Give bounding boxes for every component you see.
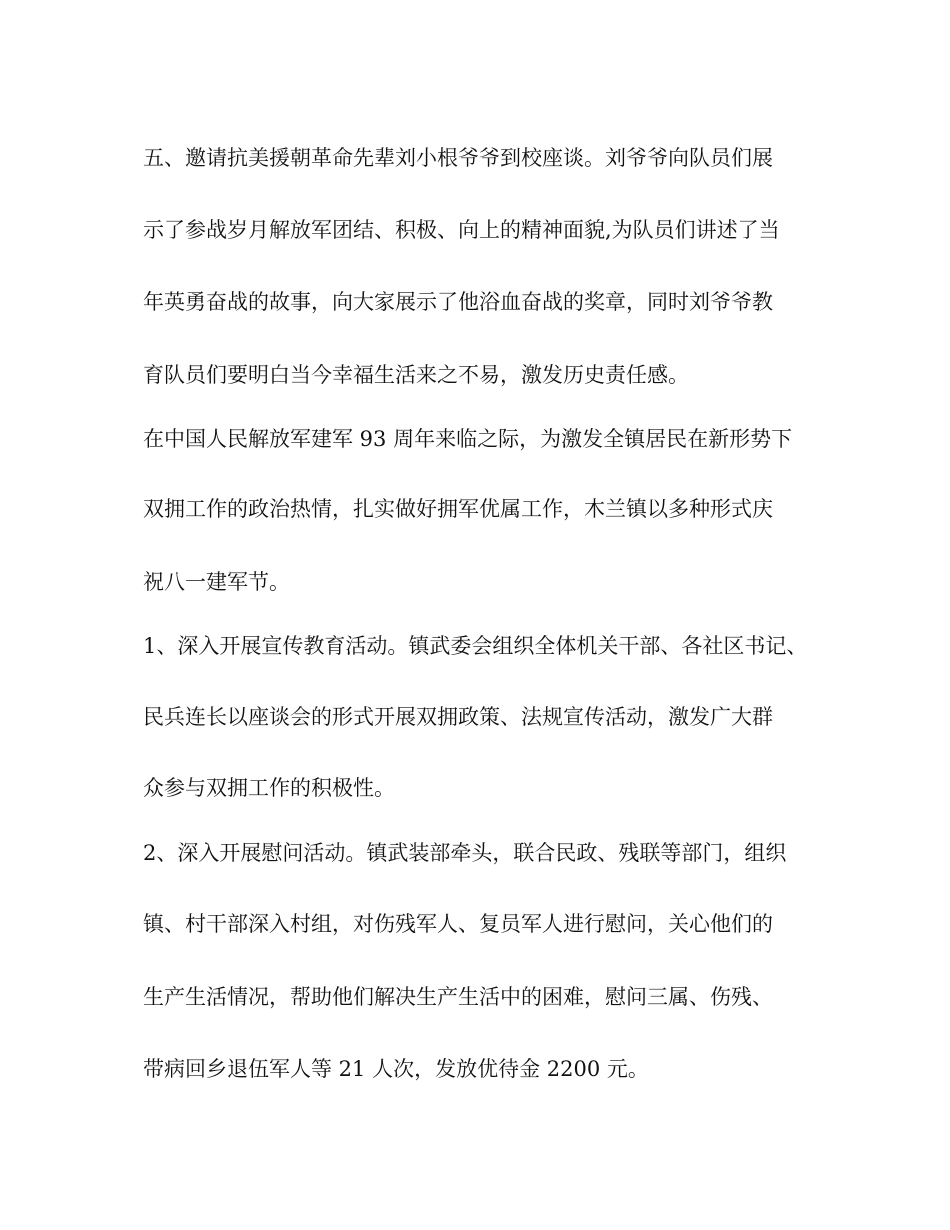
text-line: 2、深入开展慰问活动。镇武装部牵头，联合民政、残联等部门，组织 <box>143 841 787 865</box>
text-line: 五、邀请抗美援朝革命先辈刘小根爷爷到校座谈。刘爷爷向队员们展 <box>143 146 773 170</box>
text-line: 生产生活情况，帮助他们解决生产生活中的困难，慰问三属、伤残、 <box>143 985 773 1009</box>
text-line: 育队员们要明白当今幸福生活来之不易，激发历史责任感。 <box>143 363 689 387</box>
text-line: 祝八一建军节。 <box>143 570 290 594</box>
text-line: 镇、村干部深入村组，对伤残军人、复员军人进行慰问，关心他们的 <box>143 912 773 936</box>
text-line: 年英勇奋战的故事，向大家展示了他浴血奋战的奖章，同时刘爷爷教 <box>143 290 773 314</box>
text-line: 示了参战岁月解放军团结、积极、向上的精神面貌,为队员们讲述了当 <box>143 218 780 242</box>
text-line: 众参与双拥工作的积极性。 <box>143 776 395 800</box>
text-line: 带病回乡退伍军人等 21 人次，发放优待金 2200 元。 <box>143 1057 649 1081</box>
text-line: 民兵连长以座谈会的形式开展双拥政策、法规宣传活动，激发广大群 <box>143 705 773 729</box>
text-line: 双拥工作的政治热情，扎实做好拥军优属工作，木兰镇以多种形式庆 <box>143 497 773 521</box>
text-line: 在中国人民解放军建军 93 周年来临之际，为激发全镇居民在新形势下 <box>143 427 793 451</box>
text-line: 1、深入开展宣传教育活动。镇武委会组织全体机关干部、各社区书记、 <box>143 634 808 658</box>
